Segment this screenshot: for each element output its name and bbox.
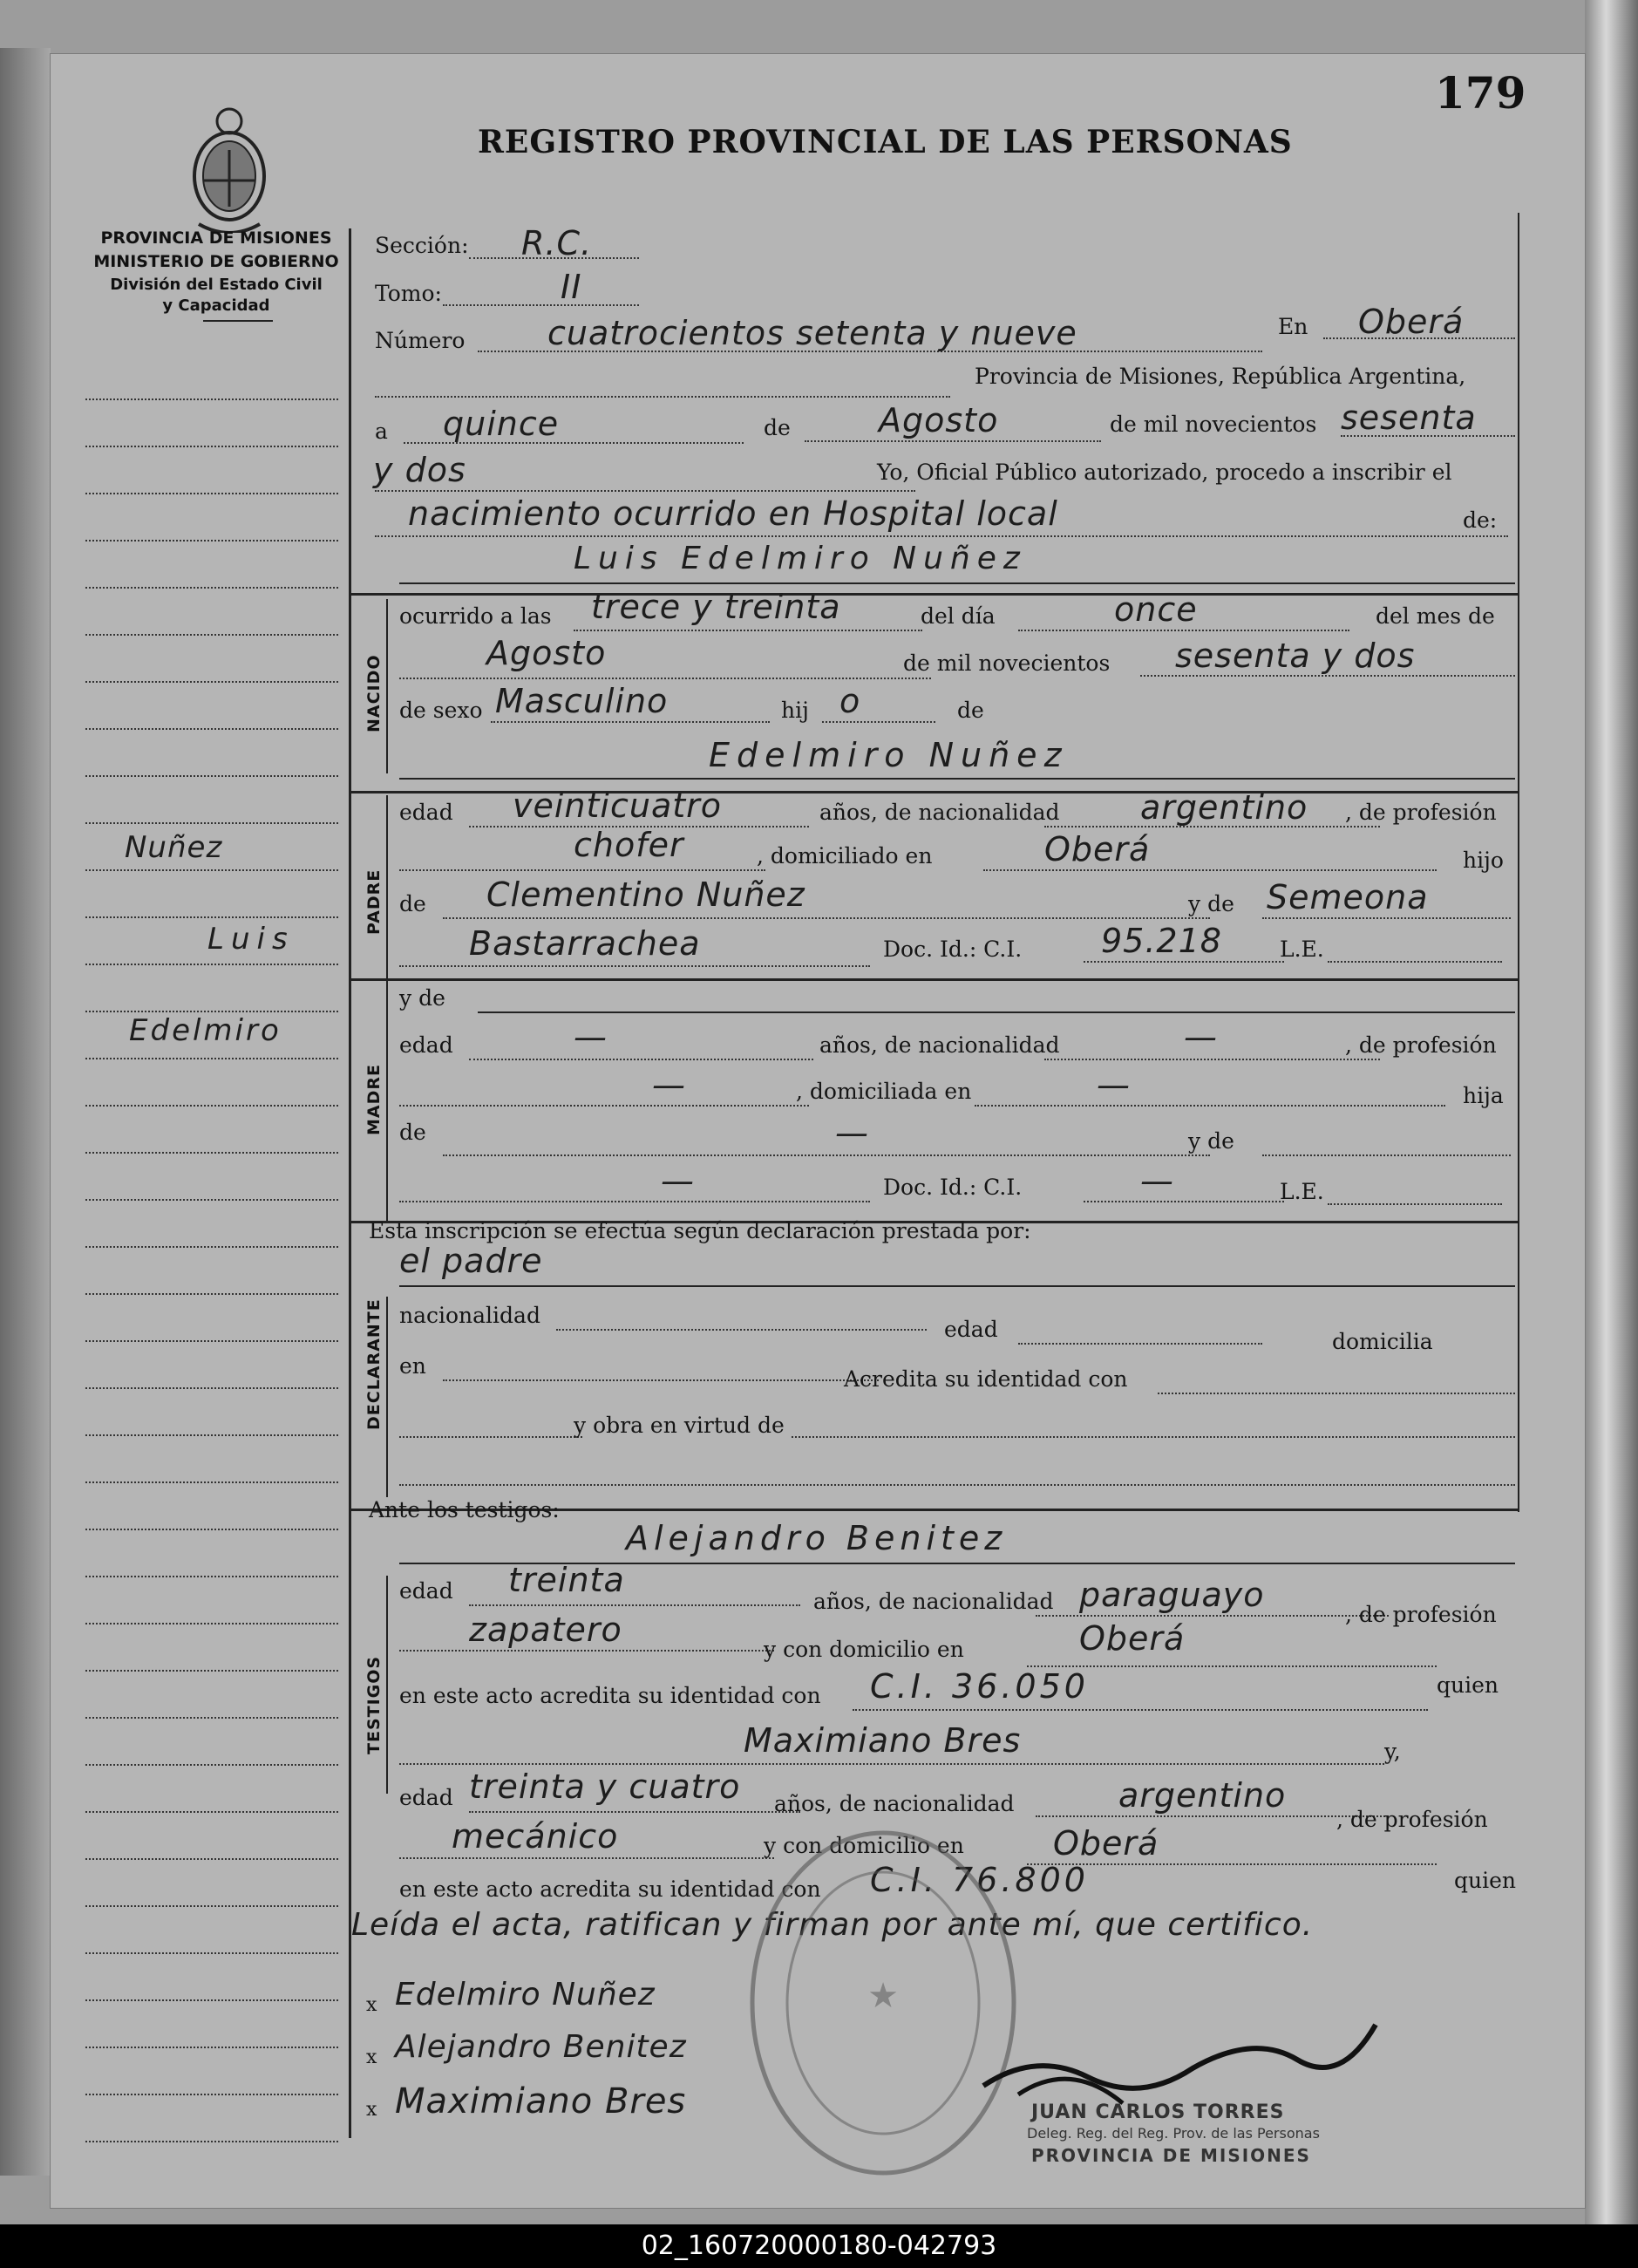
nacido-top-rule bbox=[349, 593, 1518, 596]
value-t1-edad: treinta bbox=[508, 1561, 625, 1599]
margin-dotted-line bbox=[85, 1387, 338, 1389]
stamp-line2: Deleg. Reg. del Reg. Prov. de las Personas bbox=[1027, 2125, 1320, 2142]
dots-mes-nac bbox=[399, 678, 931, 679]
margin-dotted-line bbox=[85, 1905, 338, 1907]
main-left-border bbox=[349, 228, 351, 2138]
section-nacido: NACIDO bbox=[364, 654, 384, 732]
value-padre-nacionalidad: argentino bbox=[1140, 788, 1308, 827]
label-anos-t2: años, de nacionalidad bbox=[774, 1791, 1015, 1816]
dots-padre-dom bbox=[983, 869, 1437, 871]
margin-dotted-line bbox=[85, 1340, 338, 1342]
dots-t1-prof bbox=[399, 1650, 774, 1652]
label-ocurrido: ocurrido a las bbox=[399, 603, 552, 629]
dots-t1-ci bbox=[853, 1709, 1428, 1711]
dots-madre-dom bbox=[975, 1105, 1445, 1107]
margin-dotted-line bbox=[85, 2094, 338, 2095]
authority-line3: División del Estado Civil bbox=[110, 276, 323, 294]
value-dia-nac: once bbox=[1114, 590, 1198, 629]
dots-mes bbox=[805, 440, 1101, 442]
value-padre-nombre: Edelmiro Nuñez bbox=[709, 736, 1069, 774]
label-domicilia: domicilia bbox=[1332, 1329, 1433, 1354]
dots-blank-row bbox=[375, 396, 950, 398]
stamp-line1: JUAN CARLOS TORRES bbox=[1031, 2101, 1285, 2123]
label-en-decl: en bbox=[399, 1353, 426, 1379]
value-anio1: sesenta bbox=[1341, 398, 1477, 437]
margin-apellido: Nuñez bbox=[125, 830, 223, 865]
margin-dotted-line bbox=[85, 446, 338, 447]
label-hij: hij bbox=[781, 698, 809, 723]
dots-anio2 bbox=[375, 490, 915, 492]
dots-madre-edad bbox=[469, 1059, 813, 1060]
dots-abuela-madre bbox=[1262, 1154, 1511, 1156]
dots-decl-extra bbox=[399, 1484, 1515, 1486]
dots-abuela bbox=[1262, 917, 1511, 919]
authority-line2: MINISTERIO DE GOBIERNO bbox=[93, 252, 339, 271]
value-t2-domicilio: Oberá bbox=[1053, 1824, 1159, 1863]
dots-decl-en bbox=[443, 1379, 879, 1381]
margin-dotted-line bbox=[85, 1011, 338, 1012]
label-tomo: Tomo: bbox=[375, 281, 442, 306]
label-edad-t2: edad bbox=[399, 1785, 453, 1810]
margin-dotted-line bbox=[85, 728, 338, 730]
margin-nombre1: Luis bbox=[207, 922, 295, 957]
coat-of-arms-icon bbox=[181, 102, 277, 233]
value-madre-domicilio: — bbox=[1097, 1066, 1131, 1104]
value-firma2: Alejandro Benitez bbox=[395, 2029, 687, 2065]
value-firma1: Edelmiro Nuñez bbox=[395, 1977, 656, 2013]
value-padre-domicilio: Oberá bbox=[1044, 830, 1151, 868]
declarante-side-line bbox=[386, 1297, 388, 1497]
value-seccion: R.C. bbox=[521, 224, 593, 262]
margin-dotted-line bbox=[85, 1246, 338, 1248]
value-declarante: el padre bbox=[399, 1242, 543, 1280]
dots-padre-ci bbox=[1084, 961, 1284, 963]
label-y-de-madre: y de bbox=[399, 985, 445, 1011]
label-hijo: hijo bbox=[1463, 848, 1504, 873]
label-provincia: Provincia de Misiones, República Argentina, bbox=[975, 364, 1466, 389]
value-abuela1: Semeona bbox=[1267, 878, 1429, 916]
authority-line4: y Capacidad bbox=[162, 296, 270, 315]
label-quien-t2: quien bbox=[1454, 1868, 1516, 1893]
nacido-side-line bbox=[386, 599, 388, 773]
stamp-line3: PROVINCIA DE MISIONES bbox=[1031, 2145, 1311, 2166]
label-ante-testigos: Ante los testigos: bbox=[369, 1497, 560, 1522]
margin-dotted-line bbox=[85, 2141, 338, 2142]
label-numero: Número bbox=[375, 328, 466, 353]
dots-madre-prof bbox=[399, 1105, 809, 1107]
margin-dotted-line bbox=[85, 869, 338, 871]
label-domicilio-t2: y con domicilio en bbox=[764, 1833, 964, 1858]
line-declarante bbox=[399, 1285, 1515, 1287]
label-acredita: Acredita su identidad con bbox=[844, 1366, 1128, 1392]
value-madre-profesion: — bbox=[652, 1066, 686, 1104]
label-doc-id: Doc. Id.: C.I. bbox=[883, 936, 1023, 962]
label-en-este-acto-t2: en este acto acredita su identidad con bbox=[399, 1876, 821, 1902]
dots-abuela2 bbox=[399, 965, 870, 967]
section-madre: MADRE bbox=[364, 1064, 384, 1135]
margin-dotted-line bbox=[85, 1576, 338, 1577]
book-spine-right bbox=[1585, 0, 1638, 2224]
value-padre-ci: 95.218 bbox=[1101, 922, 1222, 960]
margin-dotted-line bbox=[85, 1811, 338, 1813]
page-title: REGISTRO PROVINCIAL DE LAS PERSONAS bbox=[478, 124, 1293, 160]
label-y-de: y de bbox=[1188, 891, 1234, 916]
margin-dotted-line bbox=[85, 964, 338, 965]
dots-madre-apellido bbox=[399, 1201, 870, 1202]
label-en-este-acto-t1: en este acto acredita su identidad con bbox=[399, 1683, 821, 1708]
value-padre-profesion: chofer bbox=[574, 826, 684, 864]
dots-testigo2 bbox=[399, 1763, 1384, 1765]
dots-madre-le bbox=[1328, 1203, 1502, 1205]
label-en: En bbox=[1278, 314, 1308, 339]
label-hija: hija bbox=[1463, 1083, 1504, 1108]
label-a: a bbox=[375, 419, 388, 444]
value-abuela2: Bastarrachea bbox=[469, 924, 701, 963]
value-cierre: Leída el acta, ratifican y firman por ante mí, que certifico. bbox=[351, 1907, 1314, 1943]
line-nombre-nacido bbox=[399, 582, 1515, 584]
label-del-mes: del mes de bbox=[1376, 603, 1495, 629]
margin-dotted-line bbox=[85, 1529, 338, 1530]
label-nacionalidad: nacionalidad bbox=[399, 1303, 540, 1328]
margin-dotted-line bbox=[85, 1670, 338, 1672]
margin-dotted-line bbox=[85, 1293, 338, 1295]
adjacent-page-left bbox=[0, 48, 51, 2176]
dots-decl-obra2 bbox=[792, 1436, 1515, 1438]
value-abuelo: Clementino Nuñez bbox=[486, 875, 805, 914]
margin-dotted-line bbox=[85, 775, 338, 777]
value-t1-domicilio: Oberá bbox=[1079, 1619, 1186, 1658]
value-t2-nacionalidad: argentino bbox=[1118, 1776, 1287, 1815]
dots-decl-obra1 bbox=[399, 1436, 582, 1438]
value-mes: Agosto bbox=[879, 401, 999, 439]
label-edad-t1: edad bbox=[399, 1578, 453, 1604]
line-madre-nombre bbox=[478, 1011, 1515, 1013]
margin-dotted-line bbox=[85, 1481, 338, 1483]
label-y-comma: y, bbox=[1384, 1739, 1401, 1764]
margin-dotted-line bbox=[85, 1717, 338, 1719]
label-domiciliada: , domiciliada en bbox=[796, 1079, 972, 1104]
value-t2-edad: treinta y cuatro bbox=[469, 1767, 741, 1806]
margin-dotted-line bbox=[85, 916, 338, 918]
label-domiciliado: , domiciliado en bbox=[757, 843, 933, 868]
value-sexo: Masculino bbox=[495, 682, 669, 720]
label-profesion: , de profesión bbox=[1345, 800, 1497, 825]
section-padre: PADRE bbox=[364, 868, 384, 935]
value-testigo1: Alejandro Benitez bbox=[626, 1519, 1008, 1557]
mark-x3: x bbox=[366, 2099, 377, 2121]
label-edad-madre: edad bbox=[399, 1032, 453, 1058]
margin-dotted-line bbox=[85, 587, 338, 589]
dots-nacimiento bbox=[375, 535, 1508, 537]
dots-dia-nac bbox=[1018, 630, 1349, 631]
margin-dotted-line bbox=[85, 398, 338, 400]
label-le: L.E. bbox=[1280, 936, 1324, 962]
label-quien-t1: quien bbox=[1437, 1672, 1499, 1698]
value-t1-ci: C.I. 36.050 bbox=[870, 1667, 1089, 1706]
label-edad-padre: edad bbox=[399, 800, 453, 825]
margin-dotted-line bbox=[85, 822, 338, 824]
testigos-side-line bbox=[386, 1576, 388, 1794]
label-de-hijo: de bbox=[957, 698, 984, 723]
margin-dotted-line bbox=[85, 1623, 338, 1624]
value-t1-profesion: zapatero bbox=[469, 1611, 622, 1649]
margin-dotted-line bbox=[85, 634, 338, 636]
label-domicilio-t1: y con domicilio en bbox=[764, 1637, 964, 1662]
label-de-colon: de: bbox=[1463, 507, 1498, 533]
mark-x1: x bbox=[366, 1994, 377, 2016]
label-inscripcion: Esta inscripción se efectúa según declaración prestada por: bbox=[369, 1218, 1031, 1243]
value-nacimiento: nacimiento ocurrido en Hospital local bbox=[408, 494, 1058, 533]
margin-dotted-line bbox=[85, 540, 338, 541]
margin-dotted-line bbox=[85, 1058, 338, 1059]
margin-dotted-line bbox=[85, 1434, 338, 1436]
margin-dotted-line bbox=[85, 2047, 338, 2048]
label-sexo: de sexo bbox=[399, 698, 483, 723]
svg-text:★: ★ bbox=[867, 1976, 899, 2016]
dots-madre-ci bbox=[1084, 1201, 1284, 1202]
label-de-mil-2: de mil novecientos bbox=[903, 650, 1111, 676]
dots-padre-le bbox=[1328, 961, 1502, 963]
value-t1-nacionalidad: paraguayo bbox=[1079, 1576, 1265, 1614]
value-hora: trece y treinta bbox=[591, 588, 841, 626]
dots-madre-nac bbox=[1044, 1059, 1380, 1060]
label-anos-nac: años, de nacionalidad bbox=[819, 800, 1060, 825]
main-right-border bbox=[1518, 213, 1519, 1512]
value-madre-nacionalidad: — bbox=[1184, 1018, 1218, 1056]
dots-anio-nac bbox=[1140, 675, 1515, 677]
dots-decl-acredita bbox=[1158, 1393, 1515, 1394]
margin-nombre2: Edelmiro bbox=[129, 1013, 282, 1048]
label-seccion: Sección: bbox=[375, 233, 469, 258]
dots-decl-edad bbox=[1018, 1343, 1262, 1345]
value-t2-profesion: mecánico bbox=[452, 1817, 619, 1856]
dots-t2-edad bbox=[469, 1811, 800, 1813]
authority-line1: PROVINCIA DE MISIONES bbox=[100, 228, 332, 248]
section-declarante: DECLARANTE bbox=[364, 1298, 384, 1430]
page-number: 179 bbox=[1435, 67, 1526, 119]
margin-dotted-line bbox=[85, 1764, 338, 1766]
label-y-de-madre2: y de bbox=[1188, 1128, 1234, 1154]
label-profesion-t2: , de profesión bbox=[1336, 1807, 1488, 1832]
value-lugar: Oberá bbox=[1358, 303, 1465, 341]
label-profesion-madre: , de profesión bbox=[1345, 1032, 1497, 1058]
label-profesion-t1: , de profesión bbox=[1345, 1602, 1497, 1627]
certificate-sheet bbox=[51, 54, 1585, 2208]
value-dia: quince bbox=[443, 405, 560, 443]
margin-dotted-line bbox=[85, 1105, 338, 1107]
dots-sexo bbox=[491, 721, 770, 723]
value-numero: cuatrocientos setenta y nueve bbox=[547, 314, 1077, 352]
dots-decl-nac bbox=[556, 1329, 927, 1331]
label-anos-nac-madre: años, de nacionalidad bbox=[819, 1032, 1060, 1058]
label-de-mil: de mil novecientos bbox=[1110, 412, 1317, 437]
value-anio-nac: sesenta y dos bbox=[1175, 637, 1416, 675]
label-anos-t1: años, de nacionalidad bbox=[813, 1589, 1054, 1614]
scan-footer-id: 02_160720000180-042793 bbox=[0, 2224, 1638, 2268]
value-padre-edad: veinticuatro bbox=[513, 787, 722, 825]
value-nombre-nacido: Luis Edelmiro Nuñez bbox=[574, 541, 1027, 576]
value-t2-ci: C.I. 76.800 bbox=[870, 1861, 1089, 1899]
margin-dotted-line bbox=[85, 1999, 338, 2001]
value-anio2: y dos bbox=[373, 451, 466, 489]
dots-t2-prof bbox=[399, 1857, 774, 1859]
margin-dotted-line bbox=[85, 1152, 338, 1154]
margin-dotted-line bbox=[85, 1858, 338, 1860]
dots-padre-prof bbox=[399, 869, 765, 871]
dots-hij bbox=[822, 721, 935, 723]
value-tomo: II bbox=[561, 268, 582, 306]
value-mes-nac: Agosto bbox=[486, 634, 607, 672]
dots-t1-edad bbox=[469, 1604, 800, 1606]
value-hijo-letra: o bbox=[839, 682, 861, 720]
label-del-dia: del día bbox=[921, 603, 996, 629]
label-y-obra: y obra en virtud de bbox=[574, 1413, 785, 1438]
margin-dotted-line bbox=[85, 493, 338, 494]
value-madre-apellido: — bbox=[661, 1161, 695, 1200]
label-yo-oficial: Yo, Oficial Público autorizado, procedo a inscribir el bbox=[877, 460, 1452, 485]
dots-t1-nac bbox=[1036, 1615, 1389, 1617]
dots-abuelo-madre bbox=[443, 1154, 1210, 1156]
label-le-madre: L.E. bbox=[1280, 1179, 1324, 1204]
value-testigo2: Maximiano Bres bbox=[744, 1721, 1022, 1760]
label-de-abuelo: de bbox=[399, 891, 426, 916]
madre-top-rule bbox=[349, 978, 1518, 981]
dots-abuelo bbox=[443, 917, 1210, 919]
label-de-mes: de bbox=[764, 415, 791, 440]
label-de-madre: de bbox=[399, 1120, 426, 1145]
madre-side-line bbox=[386, 978, 388, 1223]
value-abuelo-madre: — bbox=[835, 1114, 869, 1152]
label-doc-id-madre: Doc. Id.: C.I. bbox=[883, 1175, 1023, 1200]
margin-dotted-line bbox=[85, 1199, 338, 1201]
margin-dotted-line bbox=[85, 1952, 338, 1954]
value-firma3: Maximiano Bres bbox=[395, 2081, 687, 2122]
mark-x2: x bbox=[366, 2047, 377, 2068]
value-madre-edad: — bbox=[574, 1018, 608, 1056]
section-testigos: TESTIGOS bbox=[364, 1655, 384, 1754]
margin-dotted-line bbox=[85, 681, 338, 683]
line-padre-nombre bbox=[399, 778, 1515, 780]
authority-underline bbox=[203, 320, 273, 322]
dots-tomo bbox=[443, 304, 639, 306]
label-edad-decl: edad bbox=[944, 1317, 998, 1342]
dots-hora bbox=[574, 630, 922, 631]
value-madre-ci: — bbox=[1140, 1161, 1174, 1200]
